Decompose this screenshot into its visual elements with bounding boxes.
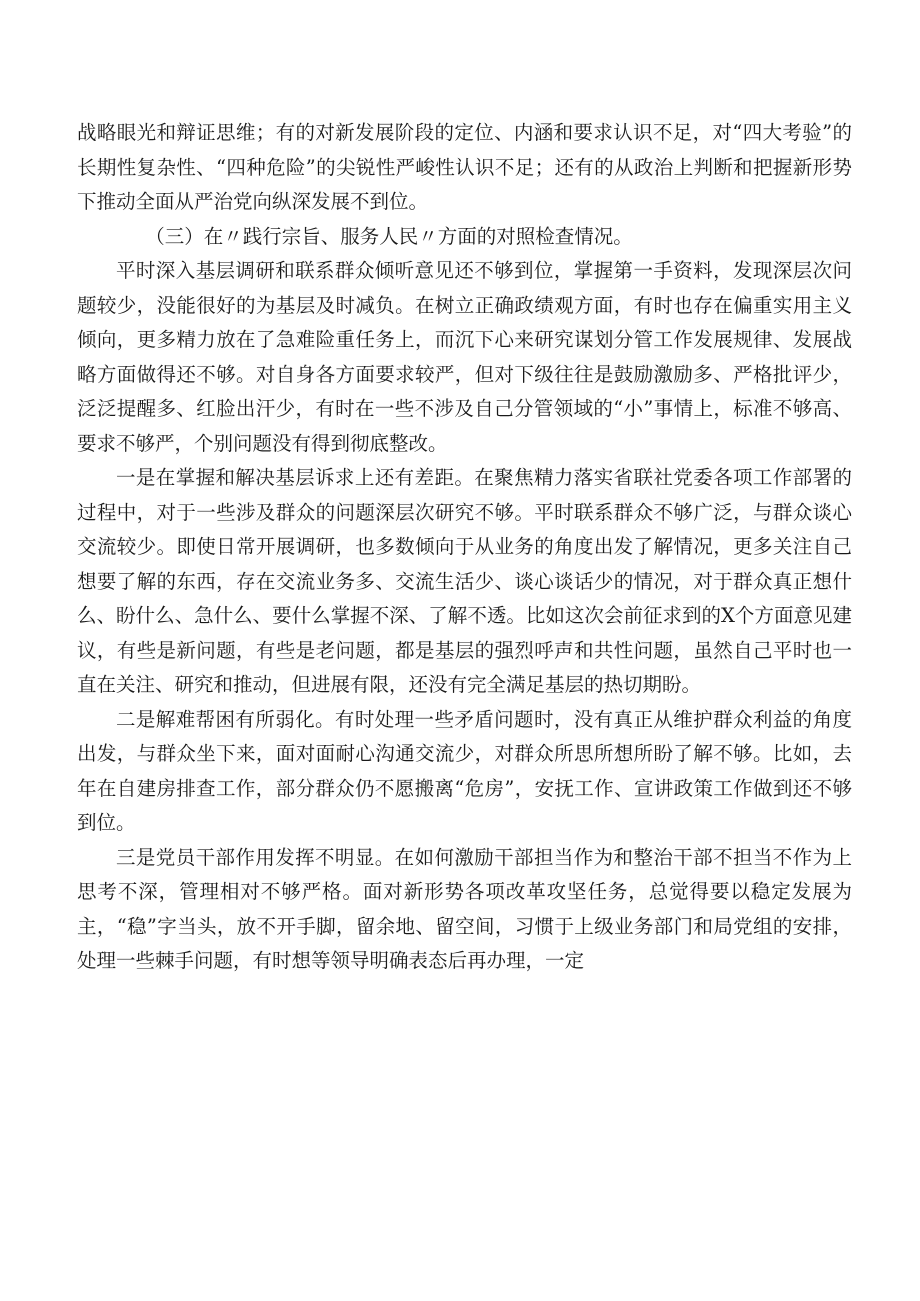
paragraph-continuation: 战略眼光和辩证思维；有的对新发展阶段的定位、内涵和要求认识不足，对“四大考验”的长期性复杂性、“四种危险”的尖锐性严峻性认识不足；还有的从政治上判断和把握新形势下推动全面从严治党向纵深发展不到位。 [77,121,852,213]
paragraph-point-one: 一是在掌握和解决基层诉求上还有差距。在聚焦精力落实省联社党委各项工作部署的过程中，对于一些涉及群众的问题深层次研究不够。平时联系群众不够广泛，与群众谈心交流较少。即使日常开展调研，也多数倾向于从业务的角度出发了解情况，更多关注自己想要了解的东西，存在交流业务多、交流生活少、谈心谈话少的情况，对于群众真正想什么、盼什么、急什么、要什么掌握不深、了解不透。比如这次会前征求到的X个方面意见建议，有些是新问题，有些是老问题，都是基层的强烈呼声和共性问题，虽然自己平时也一直在关注、研究和推动，但进展有限，还没有完全满足基层的热切期盼。 [77,466,852,696]
paragraph-point-two: 二是解难帮困有所弱化。有时处理一些矛盾问题时，没有真正从维护群众利益的角度出发，与群众坐下来，面对面耐心沟通交流少，对群众所思所想所盼了解不够。比如，去年在自建房排查工作，部分群众仍不愿搬离“危房”，安抚工作、宣讲政策工作做到还不够到位。 [77,707,852,834]
paragraph-body: 平时深入基层调研和联系群众倾听意见还不够到位，掌握第一手资料，发现深层次问题较少，没能很好的为基层及时减负。在树立正确政绩观方面，有时也存在偏重实用主义倾向，更多精力放在了急难险重任务上，而沉下心来研究谋划分管工作发展规律、发展战略方面做得还不够。对自身各方面要求较严，但对下级往往是鼓励激励多、严格批评少，泛泛提醒多、红脸出汗少，有时在一些不涉及自己分管领域的“小”事情上，标准不够高、要求不够严，个别问题没有得到彻底整改。 [77,259,852,455]
document-page [77,116,852,979]
paragraph-point-three: 三是党员干部作用发挥不明显。在如何激励干部担当作为和整治干部不担当不作为上思考不深，管理相对不够严格。面对新形势各项改革攻坚任务，总觉得要以稳定发展为主，“稳”字当头，放不开手脚，留余地、留空间，习惯于上级业务部门和局党组的安排，处理一些棘手问题，有时想等领导明确表态后再办理，一定 [77,845,852,972]
section-heading: （三）在〃践行宗旨、服务人民〃方面的对照检查情况。 [145,224,633,248]
